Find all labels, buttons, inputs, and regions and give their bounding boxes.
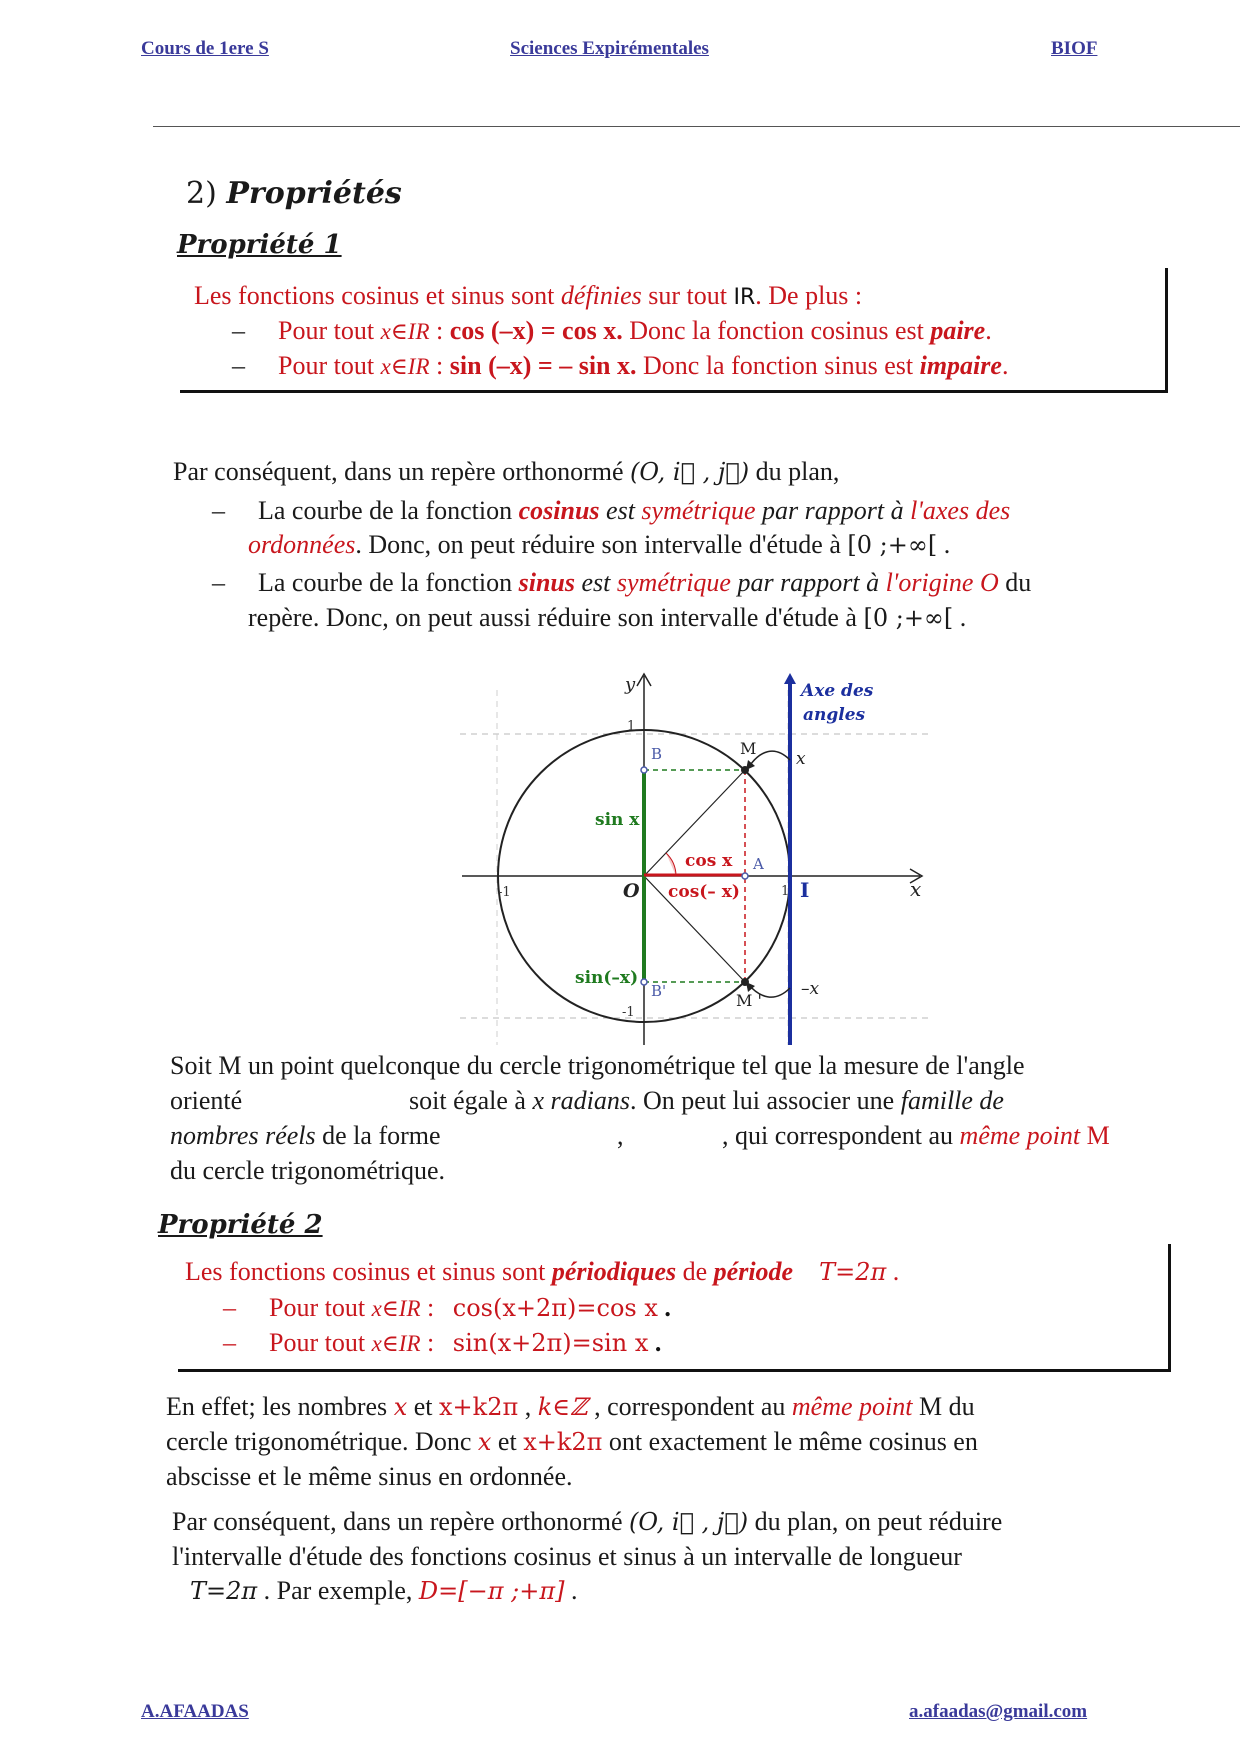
p3-l1-b: et: [407, 1392, 439, 1421]
prop2-item1-d: .: [657, 1293, 671, 1322]
bullet-dash: –: [232, 316, 245, 345]
prop1-item2-impaire: impaire: [919, 351, 1002, 380]
prop1-item2: [232, 351, 1008, 381]
bullet-dash: –: [223, 1293, 236, 1322]
c1-b2-sinus: sinus: [518, 568, 575, 597]
prop2-item2-d: .: [648, 1328, 662, 1357]
p3-l2-b: et: [491, 1427, 524, 1456]
paragraph2-line2-rest: [409, 1086, 1004, 1116]
prop2-item1-formula: cos(x+2π)=cos x: [452, 1294, 658, 1322]
prop2-item1-b: :: [420, 1293, 441, 1322]
prop1-item1: [232, 316, 992, 346]
p2-l2-d: . On peut lui associer une: [629, 1086, 901, 1115]
label-cosx: cos x: [685, 851, 733, 871]
c1-b1-a: La courbe de la fonction: [258, 496, 519, 525]
prop2-title: Propriété 2: [158, 1210, 323, 1240]
p4-l3-math2: D=[−π ;+π]: [418, 1577, 565, 1605]
paragraph3-line2: [166, 1427, 978, 1457]
p3-l1-d: , correspondent au: [587, 1392, 792, 1421]
prop1-frame-right: [1165, 268, 1168, 392]
label-sinx: sin x: [595, 810, 640, 830]
label-m: M: [740, 739, 757, 758]
bullet-dash: –: [223, 1328, 236, 1357]
p2-l3-a: nombres réels: [170, 1121, 316, 1150]
c1-b1-g: ordonnées: [248, 530, 356, 559]
prop2-item1-a: Pour tout: [269, 1293, 372, 1322]
paragraph4-line2: l'intervalle d'étude des fonctions cosinus et sinus à un intervalle de longueur: [172, 1542, 962, 1571]
bullet-dash: –: [212, 496, 225, 525]
p2-l3-d: , qui correspondent au: [722, 1121, 960, 1150]
p3-l1-m2: k∈ℤ: [537, 1393, 588, 1421]
prop2-item2-math: x∈IR: [371, 1331, 421, 1356]
prop1-item1-paire: paire: [930, 316, 986, 345]
c1-b2-e: par rapport à: [730, 568, 886, 597]
c1-b2-f: l'origine O: [885, 568, 999, 597]
prop1-item1-b: :: [429, 316, 450, 345]
prop2-item2: [223, 1328, 661, 1358]
paragraph2-line3: [170, 1121, 441, 1151]
label-y: y: [625, 674, 636, 695]
p4-l3-math1: T=2π: [190, 1577, 258, 1605]
label-i: I: [800, 878, 810, 902]
p3-l1-e: même point: [791, 1392, 913, 1421]
p2-l2-b: soit égale à: [409, 1086, 533, 1115]
header-left: Cours de 1ere S: [141, 38, 269, 59]
prop2-intro-a: Les fonctions cosinus et sinus sont: [185, 1257, 552, 1286]
point-bp: [641, 979, 647, 985]
prop2-item2-formula: sin(x+2π)=sin x: [452, 1329, 649, 1357]
prop1-item1-a: Pour tout: [278, 316, 381, 345]
c1-b1-h: . Donc, on peut réduire son intervalle d'étude à: [355, 530, 848, 559]
p3-l2-m: x+k2π: [523, 1428, 603, 1456]
p3-l1-c: ,: [518, 1392, 538, 1421]
section-title: [186, 176, 402, 211]
consequence1-line1: [173, 457, 839, 487]
label-one-y: 1: [627, 719, 636, 734]
header-right: BIOF: [1051, 38, 1098, 59]
label-minus-one-y: -1: [622, 1005, 635, 1020]
label-one-x: 1: [781, 884, 790, 899]
prop2-item2-b: :: [420, 1328, 441, 1357]
footer-author: A.AFAADAS: [141, 1701, 249, 1722]
prop1-item2-b: :: [429, 351, 450, 380]
prop1-item2-d: Donc la fonction sinus est: [636, 351, 920, 380]
label-x-top: x: [796, 749, 806, 769]
label-minus-one-x: -1: [498, 885, 511, 900]
p3-l1-x: x: [393, 1393, 408, 1421]
prop2-intro-e: .: [886, 1257, 900, 1286]
c1-b2-interval: [0 ;+∞[: [863, 604, 954, 632]
c1-b1-sym: symétrique: [641, 496, 756, 525]
p3-l2-c: ont exactement le même cosinus en: [602, 1427, 978, 1456]
paragraph2-line4: du cercle trigonométrique.: [170, 1156, 446, 1185]
c1-b2-a: La courbe de la fonction: [258, 568, 519, 597]
paragraph2-line1: Soit M un point quelconque du cercle trigonométrique tel que la mesure de l'angle: [170, 1051, 1025, 1080]
label-x: x: [910, 877, 922, 901]
c1-l1-a: Par conséquent, dans un repère orthonormé: [173, 457, 631, 486]
bullet-dash: –: [212, 568, 225, 597]
point-a: [742, 873, 748, 879]
consequence1-bullet1: [212, 496, 1010, 526]
p3-l1-m1: x+k2π: [439, 1393, 519, 1421]
prop1-intro-a: Les fonctions cosinus et sinus sont: [194, 281, 561, 310]
prop1-title: Propriété 1: [177, 230, 342, 260]
section-number: 2): [186, 176, 217, 211]
bullet-dash: –: [232, 351, 245, 380]
label-sinmx: sin(–x): [575, 968, 639, 988]
point-m: [741, 766, 749, 774]
consequence1-bullet2: [212, 568, 1031, 598]
c1-b1-c: est: [599, 496, 642, 525]
label-a: A: [753, 855, 764, 873]
paragraph3-line3: abscisse et le même sinus en ordonnée.: [166, 1462, 573, 1491]
p3-l1-a: En effet; les nombres: [166, 1392, 394, 1421]
label-b: B: [651, 745, 663, 763]
prop2-intro-periodiques: périodiques: [551, 1257, 677, 1286]
prop2-intro-periode: période: [713, 1257, 794, 1286]
c1-b1-i: .: [937, 530, 951, 559]
c1-b2-i: .: [953, 603, 967, 632]
prop2-item1: [223, 1293, 671, 1323]
c1-b1-cosinus: cosinus: [518, 496, 600, 525]
c1-l1-math: (O, i⃗ , j⃗): [630, 458, 750, 486]
prop1-item1-math: x∈IR: [380, 319, 430, 344]
paragraph3-line1: [166, 1392, 975, 1422]
label-bp: B': [651, 982, 667, 1000]
c1-b1-f: l'axes des: [910, 496, 1011, 525]
point-mp: [741, 978, 749, 986]
p2-l3-b: de la forme: [315, 1121, 441, 1150]
c1-b1-e: par rapport à: [755, 496, 911, 525]
p3-l1-f: M du: [912, 1392, 975, 1421]
prop1-item1-formula: cos (–x) = cos x.: [449, 316, 623, 345]
p4-l3-b: .: [564, 1576, 578, 1605]
prop1-item2-f: .: [1001, 351, 1009, 380]
prop2-item2-a: Pour tout: [269, 1328, 372, 1357]
label-origin: O: [623, 880, 640, 902]
point-b: [641, 767, 647, 773]
label-angle-axis-1: Axe des: [801, 681, 874, 701]
footer-email[interactable]: a.afaadas@gmail.com: [909, 1701, 1088, 1722]
prop2-item1-math: x∈IR: [371, 1296, 421, 1321]
paragraph4-line1: [172, 1507, 1002, 1537]
prop1-item1-f: .: [985, 316, 992, 345]
label-cosmx: cos(– x): [668, 882, 740, 902]
p3-l2-x: x: [477, 1428, 492, 1456]
consequence1-bullet2-cont: [248, 603, 966, 633]
c1-b2-h: repère. Donc, on peut aussi réduire son intervalle d'étude à: [248, 603, 864, 632]
p2-l2-e: famille de: [900, 1086, 1004, 1115]
paragraph4-line3: [190, 1576, 577, 1606]
angle-arc: [666, 853, 676, 876]
prop1-item2-formula: sin (–x) = – sin x.: [449, 351, 637, 380]
prop1-intro: [194, 281, 862, 311]
paragraph2-line2: [170, 1086, 242, 1116]
header-center: Sciences Expirémentales: [510, 38, 709, 59]
prop1-intro-c: sur tout: [641, 281, 734, 310]
p2-l3-e: même point: [959, 1121, 1081, 1150]
p2-l2-c: x radians: [532, 1086, 630, 1115]
paragraph2-line3-comma: ,: [617, 1121, 624, 1150]
section-title-text: Propriétés: [226, 176, 402, 211]
c1-b2-c: est: [575, 568, 617, 597]
label-x-bottom: –x: [801, 979, 820, 999]
prop1-intro-defined: définies: [560, 281, 642, 310]
label-angle-axis-2: angles: [803, 705, 866, 725]
prop2-intro-math: T=2π: [819, 1258, 887, 1286]
label-mp: M ': [736, 991, 762, 1010]
trig-circle-figure: [455, 668, 935, 1058]
prop2-frame-right: [1168, 1244, 1171, 1372]
angle-axis-arrow: [784, 673, 796, 684]
c1-b1-interval: [0 ;+∞[: [847, 531, 938, 559]
c1-b2-sym: symétrique: [616, 568, 731, 597]
prop2-frame-bottom: [178, 1369, 1171, 1372]
p4-l1-a: Par conséquent, dans un repère orthonormé: [172, 1507, 630, 1536]
p4-l1-math: (O, i⃗ , j⃗): [629, 1508, 749, 1536]
prop1-item1-d: Donc la fonction cosinus est: [622, 316, 931, 345]
p2-l2-a: orienté: [170, 1086, 243, 1115]
p4-l3-a: . Par exemple,: [257, 1576, 419, 1605]
prop1-item2-a: Pour tout: [278, 351, 381, 380]
p2-l3-f: M: [1080, 1121, 1110, 1150]
p4-l1-b: du plan, on peut réduire: [748, 1507, 1003, 1536]
prop1-intro-e: . De plus :: [755, 281, 863, 310]
paragraph2-line3-rest: [722, 1121, 1110, 1151]
prop1-item2-math: x∈IR: [380, 354, 430, 379]
header-rule: [153, 126, 1240, 127]
c1-l1-b: du plan,: [749, 457, 840, 486]
consequence1-bullet1-cont: [248, 530, 950, 560]
prop2-intro: [185, 1257, 899, 1287]
p3-l2-a: cercle trigonométrique. Donc: [166, 1427, 478, 1456]
prop2-intro-c: de: [676, 1257, 714, 1286]
prop1-frame-bottom: [180, 390, 1168, 393]
prop1-intro-reals: IR: [733, 285, 756, 310]
c1-b2-g: du: [998, 568, 1032, 597]
